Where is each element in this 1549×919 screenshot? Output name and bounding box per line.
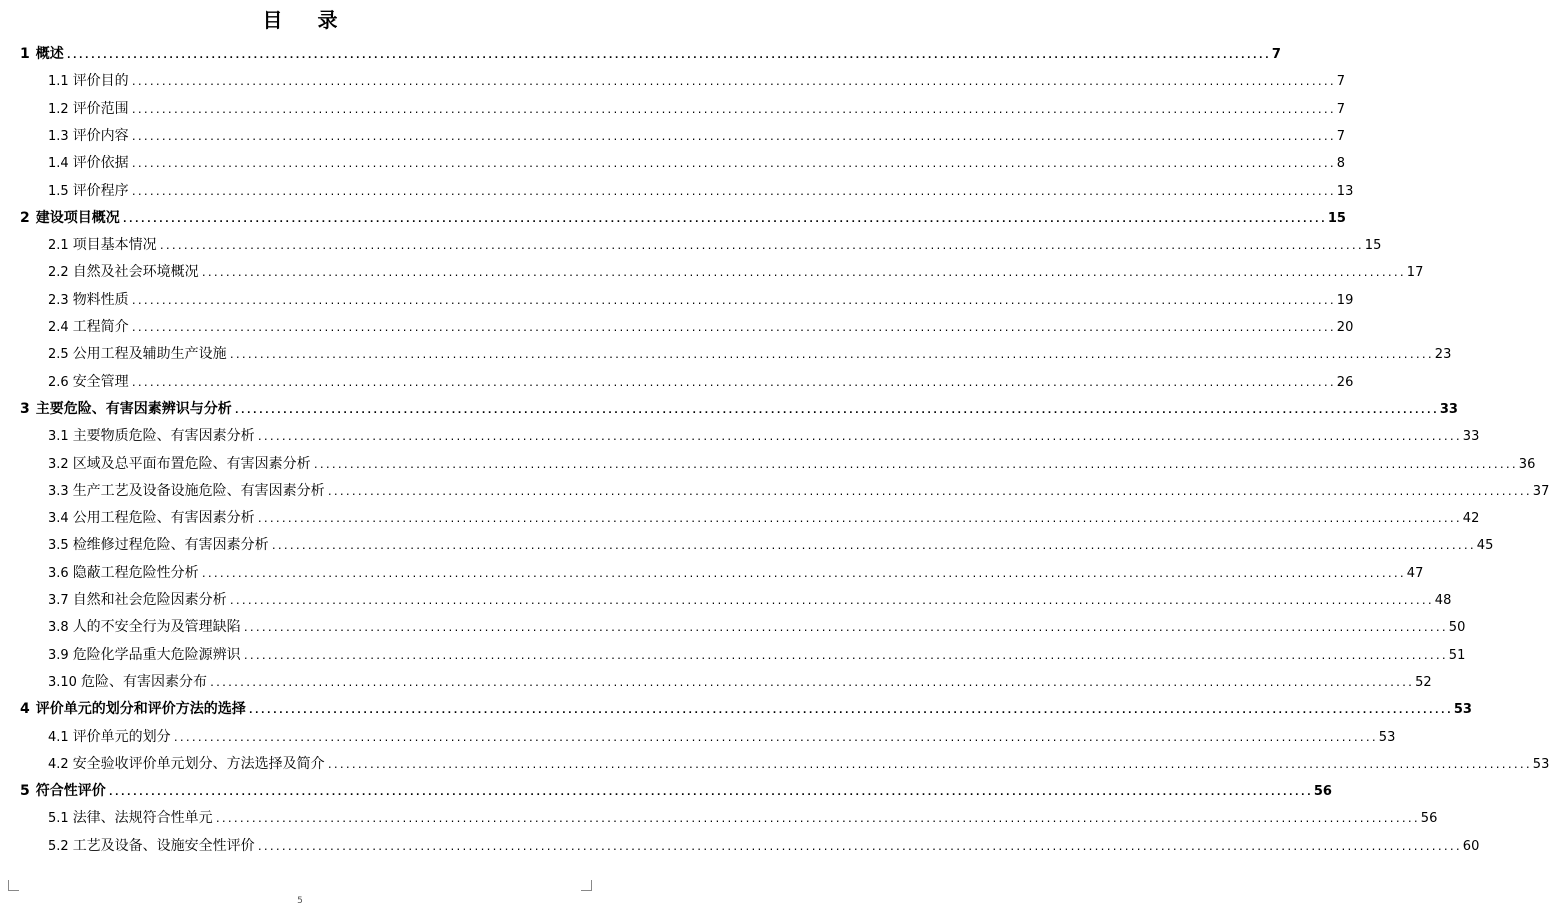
toc-leader-dots: ........................................................................................................................................................................................................: [326, 486, 1531, 498]
toc-leader-dots: ........................................................................................................................................................................................................: [130, 131, 1335, 143]
toc-entry[interactable]: [48, 99, 1346, 119]
toc-leader-dots: ........................................................................................................................................................................................................: [228, 350, 1433, 362]
page-title: 目 录: [262, 8, 352, 32]
toc-entry-number: 5: [20, 783, 30, 800]
toc-leader-dots: ........................................................................................................................................................................................................: [326, 759, 1531, 771]
toc-entry-page: 47: [1406, 565, 1424, 581]
toc-entry-page: 33: [1462, 429, 1480, 445]
toc-entry-label: 公用工程危险、有害因素分析: [72, 510, 255, 527]
toc-entry[interactable]: [48, 535, 1494, 555]
toc-entry-page: 56: [1313, 784, 1332, 800]
toc-entry-label: 公用工程及辅助生产设施: [72, 346, 227, 363]
toc-entry-page: 20: [1336, 320, 1354, 335]
toc-leader-dots: ........................................................................................................................................................................................................: [256, 841, 1461, 853]
toc-entry-number: 1: [20, 46, 30, 62]
toc-leader-dots: ........................................................................................................................................................................................................: [130, 295, 1335, 307]
toc-entry-label: 生产工艺及设备设施危险、有害因素分析: [72, 482, 325, 499]
toc-entry-page: 33: [1439, 401, 1458, 417]
toc-leader-dots: ........................................................................................................................................................................................................: [256, 432, 1461, 444]
toc-leader-dots: ........................................................................................................................................................................................................: [130, 159, 1335, 171]
toc-entry-label: 安全验收评价单元划分、方法选择及简介: [72, 755, 325, 772]
toc-entry-number: 3.3: [48, 483, 69, 499]
toc-entry-number: 2.6: [48, 374, 69, 390]
toc-entry[interactable]: [48, 836, 1480, 856]
toc-entry-label: 工程简介: [72, 319, 129, 335]
toc-entry-label: 概述: [35, 46, 64, 62]
toc-entry-label: 区域及总平面布置危险、有害因素分析: [72, 455, 311, 472]
toc-entry[interactable]: [20, 699, 1472, 719]
toc-leader-dots: ........................................................................................................................................................................................................: [242, 623, 1447, 635]
toc-entry-label: 主要物质危险、有害因素分析: [72, 428, 255, 445]
toc-leader-dots: ........................................................................................................................................................................................................: [130, 186, 1335, 198]
toc-entry-number: 1.4: [48, 156, 69, 172]
toc-leader-dots: ........................................................................................................................................................................................................: [130, 104, 1335, 116]
toc-entry[interactable]: [48, 235, 1382, 255]
toc-leader-dots: ........................................................................................................................................................................................................: [233, 404, 1438, 416]
toc-entry[interactable]: [48, 454, 1536, 474]
toc-entry-label: 危险化学品重大危险源辨识: [72, 646, 241, 663]
toc-entry-label: 评价依据: [72, 155, 129, 172]
toc-entry[interactable]: [48, 590, 1452, 610]
toc-entry-label: 工艺及设备、设施安全性评价: [72, 837, 255, 854]
toc-entry[interactable]: [48, 262, 1424, 282]
toc-entry-label: 符合性评价: [35, 783, 106, 800]
toc-entry-number: 2.3: [48, 292, 69, 308]
page-number: 5: [297, 896, 303, 906]
toc-leader-dots: ........................................................................................................................................................................................................: [247, 705, 1452, 717]
toc-entry-label: 法律、法规符合性单元: [72, 810, 213, 827]
toc-entry-label: 评价目的: [72, 73, 129, 90]
toc-entry-page: 51: [1448, 647, 1466, 663]
toc-entry-page: 36: [1518, 456, 1536, 472]
toc-entry-page: 19: [1336, 292, 1354, 308]
toc-entry-number: 4.2: [48, 756, 69, 772]
toc-entry-page: 37: [1532, 483, 1549, 499]
toc-entry-label: 隐蔽工程危险性分析: [72, 564, 199, 581]
toc-entry-page: 48: [1434, 593, 1452, 608]
toc-entry-number: 2.4: [48, 320, 69, 335]
toc-entry-label: 危险、有害因素分布: [80, 673, 207, 690]
toc-entry-label: 建设项目概况: [35, 209, 120, 226]
toc-entry-number: 3.5: [48, 538, 69, 554]
toc-entry[interactable]: [20, 44, 1281, 64]
toc-entry-number: 2.1: [48, 238, 69, 254]
toc-entry[interactable]: [48, 153, 1346, 173]
toc-entry-label: 主要危险、有害因素辨识与分析: [35, 400, 232, 417]
toc-entry-number: 3.10: [48, 674, 77, 690]
toc-entry[interactable]: [48, 426, 1480, 446]
toc-entry-page: 53: [1378, 729, 1396, 745]
toc-leader-dots: ........................................................................................................................................................................................................: [65, 50, 1270, 61]
toc-entry-page: 7: [1336, 128, 1346, 144]
toc-entry-label: 评价单元的划分: [72, 728, 171, 745]
toc-leader-dots: ........................................................................................................................................................................................................: [130, 323, 1335, 334]
toc-entry-label: 物料性质: [72, 291, 129, 308]
toc-leader-dots: ........................................................................................................................................................................................................: [107, 787, 1312, 799]
toc-entry[interactable]: [48, 317, 1354, 337]
toc-entry-label: 人的不安全行为及管理缺陷: [72, 619, 241, 636]
toc-leader-dots: ........................................................................................................................................................................................................: [228, 596, 1433, 607]
toc-entry-page: 17: [1406, 265, 1424, 281]
toc-entry[interactable]: [48, 181, 1354, 201]
toc-entry-number: 3: [20, 400, 30, 417]
toc-entry-label: 自然及社会环境概况: [72, 264, 199, 281]
toc-entry[interactable]: [20, 208, 1346, 228]
toc-entry-number: 4.1: [48, 729, 69, 745]
toc-entry-page: 53: [1453, 702, 1472, 718]
toc-leader-dots: ........................................................................................................................................................................................................: [158, 241, 1363, 253]
toc-entry-page: 13: [1336, 183, 1354, 199]
toc-entry[interactable]: [48, 672, 1432, 692]
toc-entry[interactable]: [20, 781, 1332, 801]
toc-entry-page: 8: [1336, 156, 1346, 172]
toc-leader-dots: ........................................................................................................................................................................................................: [242, 650, 1447, 662]
toc-entry-page: 26: [1336, 374, 1354, 390]
toc-entry-page: 15: [1327, 210, 1346, 226]
toc-entry-page: 53: [1532, 756, 1549, 772]
toc-leader-dots: ........................................................................................................................................................................................................: [208, 677, 1414, 689]
toc-entry-number: 1.2: [48, 101, 69, 117]
toc-entry-page: 60: [1462, 838, 1480, 854]
toc-entry-page: 45: [1476, 538, 1494, 554]
toc-entry-number: 3.9: [48, 647, 69, 663]
toc-entry[interactable]: [48, 71, 1346, 91]
toc-leader-dots: ........................................................................................................................................................................................................: [312, 459, 1517, 471]
toc-entry-label: 安全管理: [72, 373, 129, 390]
toc-entry-label: 评价单元的划分和评价方法的选择: [35, 701, 246, 718]
toc-entry[interactable]: [48, 344, 1452, 364]
toc-leader-dots: ........................................................................................................................................................................................................: [200, 568, 1405, 580]
toc-entry-label: 评价内容: [72, 127, 129, 144]
toc-entry[interactable]: [48, 727, 1396, 747]
toc-entry[interactable]: [20, 399, 1458, 419]
toc-entry[interactable]: [48, 808, 1438, 828]
toc-entry[interactable]: [48, 645, 1466, 665]
toc-entry[interactable]: [48, 481, 1549, 501]
toc-entry[interactable]: [48, 508, 1480, 528]
toc-entry[interactable]: [48, 617, 1466, 637]
toc-entry-label: 自然和社会危险因素分析: [72, 592, 227, 608]
toc-leader-dots: ........................................................................................................................................................................................................: [256, 514, 1461, 526]
toc-entry-page: 7: [1271, 47, 1281, 62]
toc-leader-dots: ........................................................................................................................................................................................................: [121, 213, 1326, 225]
toc-entry-number: 5.2: [48, 838, 69, 854]
page-corner-mark-left: [8, 880, 19, 891]
toc-entry-page: 7: [1336, 74, 1346, 90]
toc-leader-dots: ........................................................................................................................................................................................................: [270, 541, 1475, 553]
toc-leader-dots: ........................................................................................................................................................................................................: [214, 814, 1419, 826]
page-corner-mark-right: [581, 880, 592, 891]
toc-entry-number: 1.1: [48, 74, 69, 90]
toc-entry[interactable]: [48, 126, 1346, 146]
toc-entry-number: 2: [20, 209, 30, 226]
toc-entry-page: 23: [1434, 347, 1452, 363]
toc-entry-number: 3.8: [48, 620, 69, 636]
toc-entry-page: 56: [1420, 811, 1438, 827]
toc-entry-page: 15: [1364, 238, 1382, 254]
toc-entry[interactable]: [48, 290, 1354, 310]
toc-leader-dots: ........................................................................................................................................................................................................: [172, 732, 1377, 744]
toc-entry-number: 1.3: [48, 128, 69, 144]
toc-entry-page: 50: [1448, 620, 1466, 636]
toc-entry-number: 3.4: [48, 511, 69, 527]
toc-entry-page: 52: [1415, 674, 1432, 690]
toc-entry-label: 检维修过程危险、有害因素分析: [72, 537, 269, 554]
toc-leader-dots: ........................................................................................................................................................................................................: [130, 77, 1335, 89]
toc-entry-page: 42: [1462, 511, 1480, 527]
toc-entry-number: 2.5: [48, 347, 69, 363]
toc-entry-page: 7: [1336, 101, 1346, 117]
toc-entry-label: 评价程序: [72, 182, 129, 199]
toc-entry-number: 1.5: [48, 183, 69, 199]
toc-entry-number: 5.1: [48, 811, 69, 827]
toc-leader-dots: ........................................................................................................................................................................................................: [130, 377, 1335, 389]
toc-entry-number: 3.1: [48, 429, 69, 445]
toc-entry-number: 3.7: [48, 593, 69, 608]
toc-entry-number: 3.6: [48, 565, 69, 581]
toc-entry[interactable]: [48, 754, 1549, 774]
toc-entry[interactable]: [48, 563, 1424, 583]
toc-entry-label: 评价范围: [72, 100, 129, 117]
toc-entry[interactable]: [48, 372, 1354, 392]
toc-leader-dots: ........................................................................................................................................................................................................: [200, 268, 1405, 280]
toc-entry-number: 3.2: [48, 456, 69, 472]
toc-entry-number: 4: [20, 701, 30, 718]
toc-entry-label: 项目基本情况: [72, 237, 157, 254]
toc-entry-number: 2.2: [48, 265, 69, 281]
